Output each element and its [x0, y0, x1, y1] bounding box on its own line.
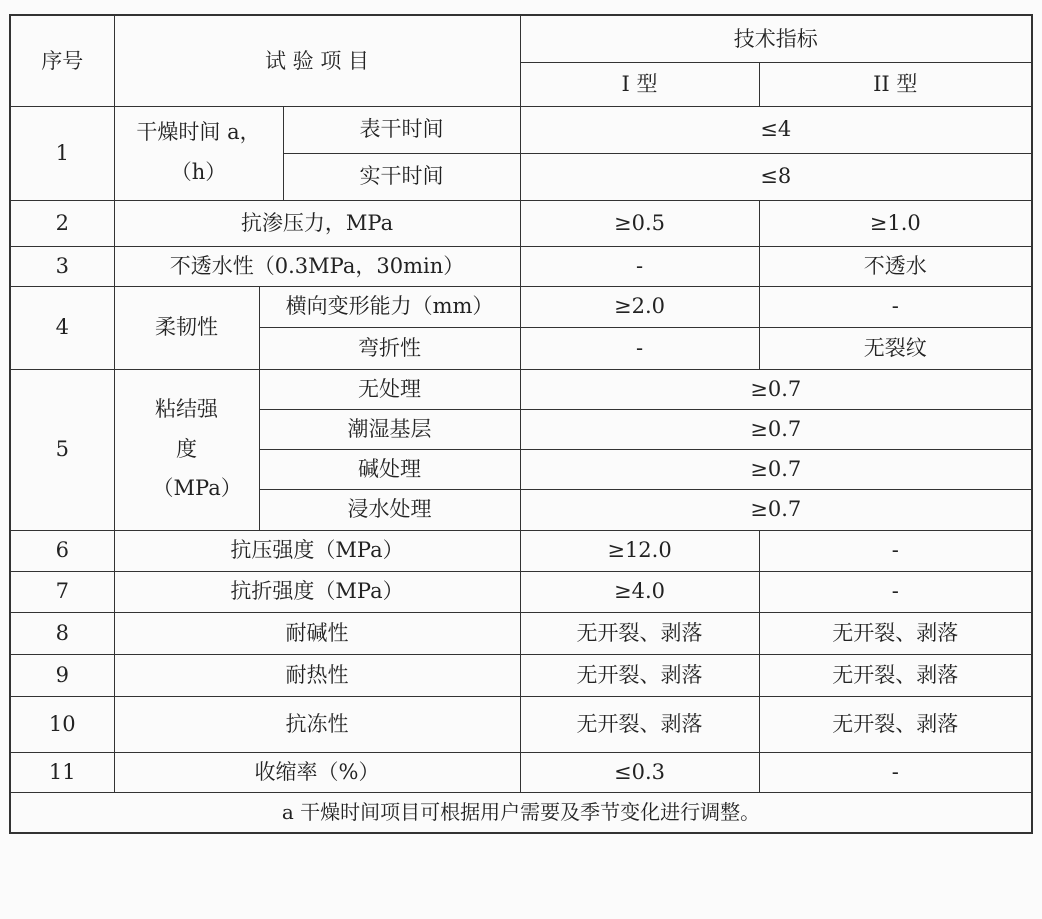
table-row [10, 286, 1032, 327]
header-type2: II 型 [759, 62, 1032, 106]
row-type2: - [759, 571, 1032, 612]
row-value: ≥0.7 [520, 409, 1032, 449]
table-row [10, 369, 1032, 409]
row-type2: 无开裂、剥落 [759, 696, 1032, 752]
row-value: ≥0.7 [520, 489, 1032, 530]
row-item: 抗渗压力，MPa [114, 200, 520, 246]
row-type1: - [520, 327, 759, 369]
row-no: 8 [10, 612, 114, 654]
table-row [10, 530, 1032, 571]
footnote: a 干燥时间项目可根据用户需要及季节变化进行调整。 [10, 792, 1032, 833]
row-type2: - [759, 286, 1032, 327]
row-type2: 无开裂、剥落 [759, 654, 1032, 696]
table-row [10, 696, 1032, 752]
row-value: ≤8 [520, 153, 1032, 200]
row-no: 7 [10, 571, 114, 612]
row-item: 干燥时间 a，（h） [114, 106, 283, 200]
row-no: 10 [10, 696, 114, 752]
row-no: 6 [10, 530, 114, 571]
row-no: 4 [10, 286, 114, 369]
table-row [10, 752, 1032, 792]
row-subitem: 潮湿基层 [259, 409, 520, 449]
row-type2: 不透水 [759, 246, 1032, 286]
row-subitem: 横向变形能力（mm） [259, 286, 520, 327]
row-item: 收缩率（%） [114, 752, 520, 792]
row-subitem: 弯折性 [259, 327, 520, 369]
row-type1: ≥4.0 [520, 571, 759, 612]
row-type1: - [520, 246, 759, 286]
row-item: 抗压强度（MPa） [114, 530, 520, 571]
row-no: 9 [10, 654, 114, 696]
row-no: 2 [10, 200, 114, 246]
row-subitem: 实干时间 [283, 153, 520, 200]
row-value: ≥0.7 [520, 369, 1032, 409]
row-type1: 无开裂、剥落 [520, 654, 759, 696]
row-type1: ≤0.3 [520, 752, 759, 792]
row-subitem: 浸水处理 [259, 489, 520, 530]
row-type2: - [759, 530, 1032, 571]
table-row [10, 200, 1032, 246]
row-item: 抗冻性 [114, 696, 520, 752]
row-type1: 无开裂、剥落 [520, 696, 759, 752]
row-no: 3 [10, 246, 114, 286]
table-row [10, 654, 1032, 696]
row-value: ≥0.7 [520, 449, 1032, 489]
row-type2: 无裂纹 [759, 327, 1032, 369]
row-no: 1 [10, 106, 114, 200]
row-type1: 无开裂、剥落 [520, 612, 759, 654]
header-row [10, 15, 1032, 62]
row-item: 耐碱性 [114, 612, 520, 654]
row-type2: ≥1.0 [759, 200, 1032, 246]
row-subitem: 碱处理 [259, 449, 520, 489]
table-row [10, 106, 1032, 153]
row-type1: ≥0.5 [520, 200, 759, 246]
footnote-row [10, 792, 1032, 833]
header-spec: 技术指标 [520, 15, 1032, 62]
row-item: 柔韧性 [114, 286, 259, 369]
table-row [10, 246, 1032, 286]
header-seq: 序号 [10, 15, 114, 106]
row-type1: ≥12.0 [520, 530, 759, 571]
row-type2: 无开裂、剥落 [759, 612, 1032, 654]
row-no: 11 [10, 752, 114, 792]
table-row [10, 571, 1032, 612]
row-subitem: 无处理 [259, 369, 520, 409]
row-subitem: 表干时间 [283, 106, 520, 153]
row-item: 粘结强度（MPa） [114, 369, 259, 530]
table-row [10, 612, 1032, 654]
row-no: 5 [10, 369, 114, 530]
row-type1: ≥2.0 [520, 286, 759, 327]
row-item: 抗折强度（MPa） [114, 571, 520, 612]
header-type1: I 型 [520, 62, 759, 106]
header-item: 试 验 项 目 [114, 15, 520, 106]
row-item: 耐热性 [114, 654, 520, 696]
row-type2: - [759, 752, 1032, 792]
spec-table [9, 14, 1033, 834]
row-value: ≤4 [520, 106, 1032, 153]
row-item: 不透水性（0.3MPa，30min） [114, 246, 520, 286]
